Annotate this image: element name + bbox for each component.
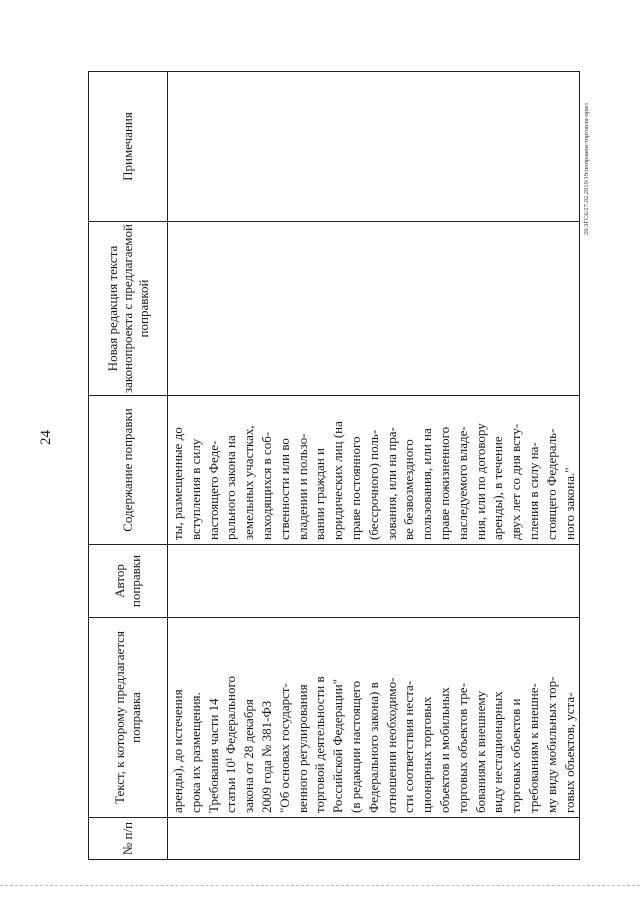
original-text-line: му виду мобильных тор-	[543, 676, 559, 813]
original-text-line: Федерального закона) в	[365, 682, 381, 813]
amendment-text-line: праве постоянного	[347, 436, 363, 540]
table-row	[168, 72, 580, 860]
cell-number	[168, 818, 580, 860]
original-text-line: венного регулирования	[294, 684, 310, 813]
amendment-text-line: (бессрочного) поль-	[365, 429, 381, 540]
original-text-line: ционарных торговых	[419, 696, 435, 813]
amendment-text-line: ственности или во	[276, 438, 292, 540]
header-number: № п/п	[89, 818, 168, 860]
original-text-line: (в редакции настоящего	[347, 680, 363, 813]
original-text-line: говых объектов, уста-	[561, 692, 577, 813]
original-text-line: 2009 года № 381-ФЗ	[258, 700, 274, 813]
amendment-text-line: земельных участках,	[241, 425, 257, 540]
amendment-text-line: юридических лиц (на	[330, 421, 346, 540]
cell-notes	[168, 72, 580, 222]
amendment-text-line: стоящего Федераль-	[543, 428, 559, 540]
amendment-text-line: праве пожизненного	[436, 426, 452, 540]
original-text-line: срока их размещения.	[187, 692, 203, 813]
original-text-line: Требования части 14	[205, 698, 221, 813]
original-text-line: торговых объектов тре-	[454, 683, 470, 813]
cell-original-text	[168, 618, 580, 818]
table-header-row	[89, 72, 168, 860]
amendments-table-rotated	[88, 72, 577, 860]
amendment-text-line: настоящего Феде-	[205, 440, 221, 540]
header-original-text: Текст, к которому предлагается поправка	[89, 618, 168, 818]
original-text-line: объектов и мобильных	[436, 687, 452, 813]
cell-new-text	[168, 222, 580, 396]
cell-author	[168, 545, 580, 618]
original-text-line: "Об основах государст-	[276, 683, 292, 813]
amendment-text-line: вступления в силу	[187, 438, 203, 540]
amendment-text-line: двух лет со дня всту-	[508, 423, 524, 540]
amendment-text-line: зования, или на пра-	[383, 427, 399, 540]
header-new-text: Новая редакция текста законопроекта с предлагаемой поправкой	[89, 222, 168, 396]
original-text-line: торговых объектов и	[508, 698, 524, 813]
header-author: Автор поправки	[89, 545, 168, 618]
original-text-line: статьи 10¹ Федерального	[223, 675, 239, 813]
amendment-text-line: пления в силу на-	[525, 442, 541, 540]
amendment-text-line: аренды), в течение	[490, 436, 506, 540]
original-text-line: бованиям к внешнему	[472, 690, 488, 813]
amendment-text-line: ве безвозмездного	[401, 439, 417, 540]
header-amendment: Содержание поправки	[89, 396, 168, 545]
amendment-text-line: рального закона на	[223, 435, 239, 540]
original-text-line: сти соответствия неста-	[401, 680, 417, 813]
page-bottom-divider	[0, 885, 640, 886]
amendment-text-line: ного закона."	[561, 467, 577, 540]
amendment-text-line: находящихся в соб-	[258, 431, 274, 540]
original-text-line: требованиям к внешне-	[525, 683, 541, 813]
amendments-table	[88, 71, 580, 860]
original-text-line: аренды), до истечения	[170, 689, 185, 813]
original-text-line: Российской Федерации"	[330, 678, 346, 813]
cell-amendment	[168, 396, 580, 545]
amendment-text-line: владении и пользо-	[294, 433, 310, 540]
original-text-line: закона от 28 декабря	[241, 699, 257, 813]
original-text-line: виду нестационарных	[490, 691, 506, 813]
amendment-text-line: ния, или по договору	[472, 423, 488, 540]
amendment-text-line: наследуемого владе-	[454, 426, 470, 540]
document-code: 20.3ГС6/27.02.2019/19/поправки-торговля-прил	[583, 103, 590, 235]
original-text-line: торговой деятельности в	[312, 676, 328, 813]
amendment-text-line: пользования, или на	[419, 428, 435, 540]
amendment-text-line: вании граждан и	[312, 448, 328, 540]
original-text-line: отношении необходимо-	[383, 677, 399, 813]
amendment-text-line: ты, размещенные до	[170, 427, 185, 540]
header-notes: Примечания	[89, 72, 168, 222]
page-number: 24	[38, 430, 54, 445]
